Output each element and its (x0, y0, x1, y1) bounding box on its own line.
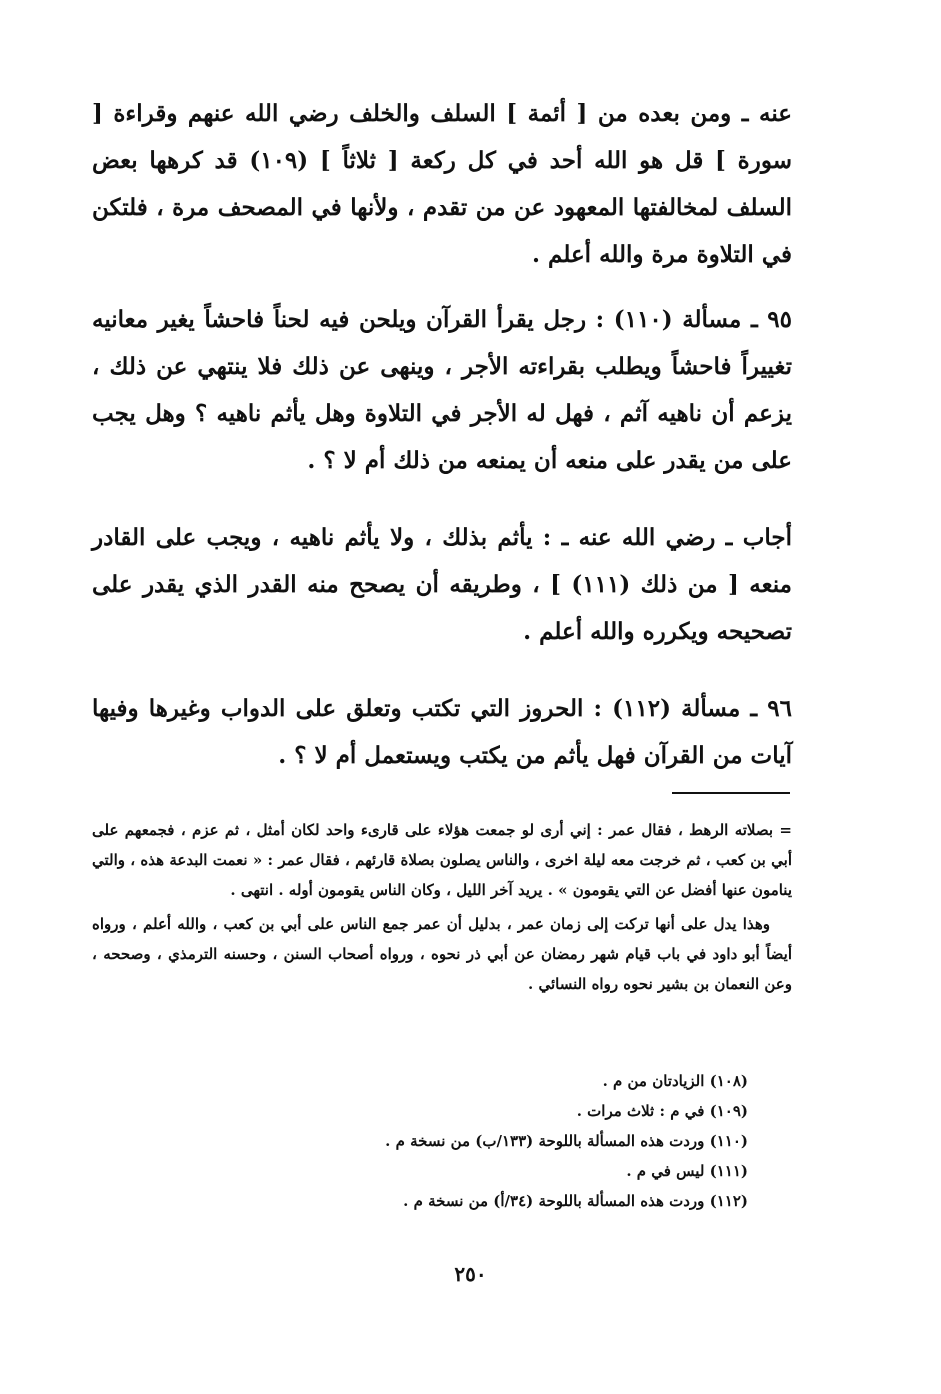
footnote-111: (١١١) ليس في م . (626, 1162, 748, 1180)
footnote-continuation-paragraph: وهذا يدل على أنها تركت إلى زمان عمر ، بدليل أن عمر جمع الناس على أبي بن كعب ، والله أعلم ، ورواه أيضاً أبو داود في باب قيام شهر رمضان عن أبي ذر نحوه ، ورواه أصحاب السنن ، وحسنه الترمذي ، وصححه ، وعن النعمان بن بشير نحوه رواه النسائي . (92, 915, 792, 993)
footnote-110: (١١٠) وردت هذه المسألة باللوحة (١٣٣/ب) من نسخة م . (385, 1132, 748, 1150)
answer-95: أجاب ـ رضي الله عنه ـ : يأثم بذلك ، ولا يأثم ناهيه ، ويجب على القادر منعه [ من ذلك (١١١) ] ، وطريقه أن يصحح منه القدر الذي يقدر على تصحيحه ويكرره والله أعلم . (92, 524, 792, 645)
paragraph-intro: عنه ـ ومن بعده من [ أئمة ] السلف والخلف رضي الله عنهم وقراءة [ سورة ] قل هو الله أحد في كل ركعة [ ثلاثاً ] (١٠٩) قد كرهها بعض السلف لمخالفتها المعهود عن من تقدم ، ولأنها في المصحف مرة ، فلتكن في التلاوة مرة والله أعلم . (92, 100, 792, 268)
footnote-112: (١١٢) وردت هذه المسألة باللوحة (٣٤/أ) من نسخة م . (403, 1192, 748, 1210)
main-text (92, 90, 792, 779)
page-number: ٢٥٠ (454, 1262, 487, 1286)
footnotes-list (92, 1066, 748, 1216)
footnote-divider (672, 792, 790, 794)
question-95: ٩٥ ـ مسألة (١١٠) : رجل يقرأ القرآن ويلحن فيه لحناً فاحشاً يغير معانيه تغييراً فاحشاً ويطلب بقراءته الأجر ، وينهى عن ذلك فلا ينتهي عن ذلك ، يزعم أن ناهيه آثم ، فهل له الأجر في التلاوة وهل يأثم ناهيه ؟ وهل يجب على من يقدر على منعه أن يمنعه من ذلك أم لا ؟ . (92, 306, 793, 474)
footnote-108: (١٠٨) الزيادتان من م . (602, 1072, 748, 1090)
footnote-continuation-paragraph: = بصلاته الرهط ، فقال عمر : إني أرى لو جمعت هؤلاء على قارىء واحد لكان أمثل ، ثم عزم ، فجمعهم على أبي بن كعب ، ثم خرجت معه ليلة اخرى ، والناس يصلون بصلاة قارئهم ، فقال عمر : « نعمت البدعة هذه ، والتي ينامون عنها أفضل عن التي يقومون » . يريد آخر الليل ، وكان الناس يقومون أوله . انتهى . (92, 821, 792, 899)
question-96: ٩٦ ـ مسألة (١١٢) : الحروز التي تكتب وتعلق على الدواب وغيرها وفيها آيات من القرآن فهل يأثم من يكتب ويستعمل أم لا ؟ . (92, 695, 793, 769)
footnote-continuation (92, 815, 792, 999)
footnote-109: (١٠٩) في م : ثلاث مرات . (576, 1102, 748, 1120)
